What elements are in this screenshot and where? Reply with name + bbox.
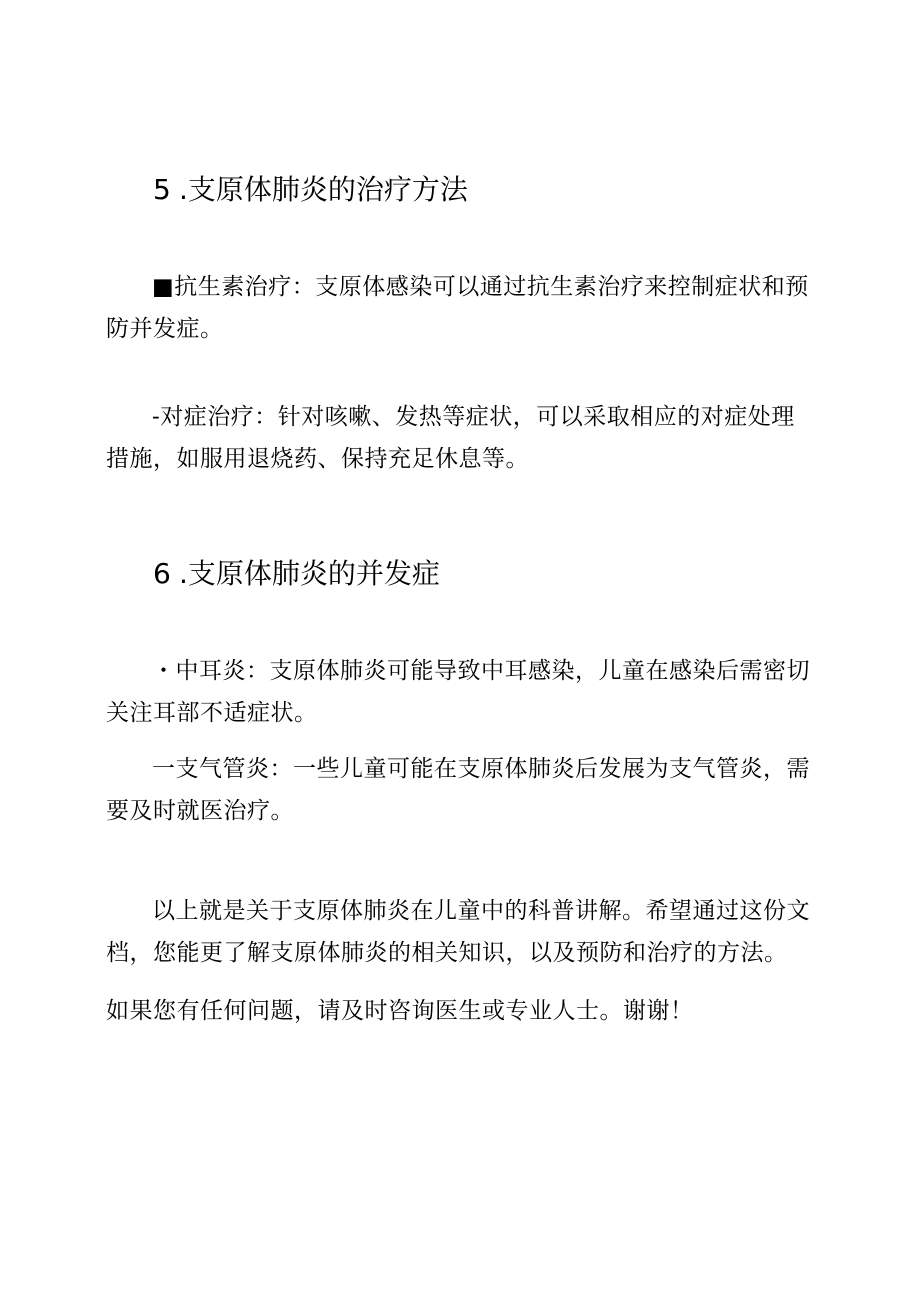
complication-bronchitis: 一支气管炎：一些儿童可能在支原体肺炎后发展为支气管炎，需要及时就医治疗。 (106, 756, 810, 824)
closing-thanks: 如果您有任何问题，请及时咨询医生或专业人士。谢谢！ (106, 998, 694, 1024)
section-6-heading (153, 556, 440, 592)
section-6-title: .支原体肺炎的并发症 (179, 557, 440, 590)
section-5-number: 5 (153, 173, 171, 206)
section-5-heading (153, 172, 468, 208)
closing-paragraph: 以上就是关于支原体肺炎在儿童中的科普讲解。希望通过这份文档，您能更了解支原体肺炎的相关知识，以及预防和治疗的方法。 (106, 898, 810, 966)
section-5-title: .支原体肺炎的治疗方法 (179, 173, 468, 206)
complication-otitis-media: ・中耳炎：支原体肺炎可能导致中耳感染，儿童在感染后需密切关注耳部不适症状。 (106, 658, 810, 726)
section-6-number: 6 (153, 557, 171, 590)
treatment-symptomatic: -对症治疗：针对咳嗽、发热等症状，可以采取相应的对症处理措施，如服用退烧药、保持充足休息等。 (106, 404, 795, 472)
treatment-antibiotics: ■抗生素治疗：支原体感染可以通过抗生素治疗来控制症状和预防并发症。 (106, 274, 809, 342)
